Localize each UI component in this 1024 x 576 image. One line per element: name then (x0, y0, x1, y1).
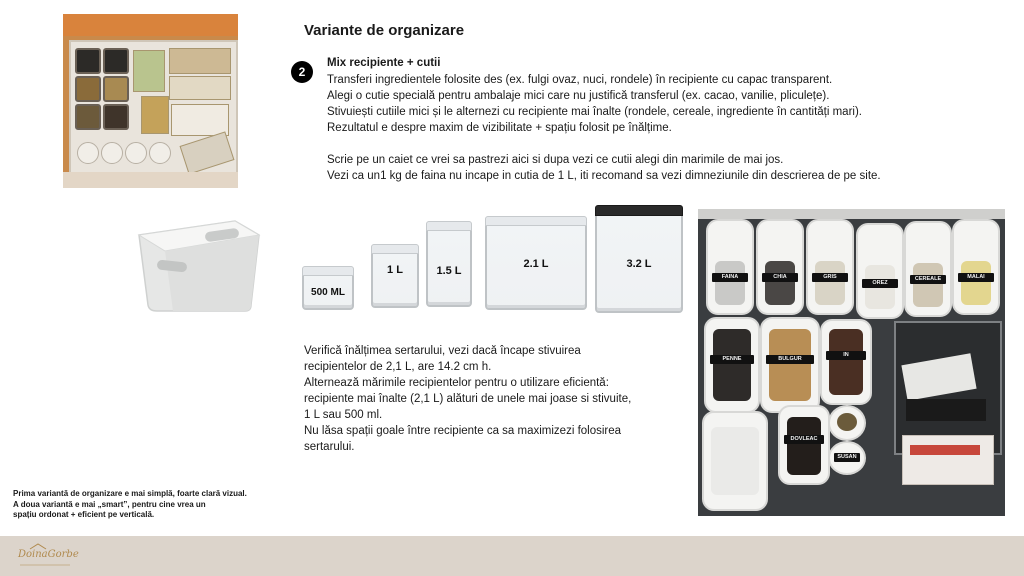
pantry-label: SUSAN (834, 453, 860, 462)
tip-line: 1 L sau 500 ml. (304, 409, 383, 421)
step-number-badge: 2 (291, 61, 313, 83)
footer-band (0, 536, 1024, 576)
pantry-label: DOVLEAC (784, 435, 824, 444)
step-heading: Mix recipiente + cutii (327, 57, 441, 69)
container-2-1l (485, 216, 587, 310)
pantry-label: OREZ (862, 279, 898, 288)
pantry-label: CHIA (762, 273, 798, 282)
paragraph-line: Rezultatul e despre maxim de vizibilitate + spațiu folosit pe înălțime. (327, 122, 672, 134)
brand-logo (16, 543, 79, 569)
tip-line: recipiente mai înalte (2,1 L) alături de unele mai joase si stivuite, (304, 393, 632, 405)
summary-note-line: Prima variantă de organizare e mai simplă, foarte clară vizual. (13, 489, 247, 498)
summary-note-line: A doua variantă e mai „smart”, pentru cine vrea un (13, 499, 206, 509)
summary-note-line: spațiu ordonat + eficient pe verticală. (13, 510, 155, 519)
pantry-label: PENNE (710, 355, 754, 364)
pantry-label: GRIS (812, 273, 848, 282)
pantry-label: CEREALE (910, 275, 946, 284)
pantry-drawer-photo (698, 209, 1005, 516)
drawer-organizer-photo (63, 14, 238, 188)
pantry-label: MALAI (958, 273, 994, 282)
pantry-label: FAINA (712, 273, 748, 282)
brand-logo-text: DoinaGorbe (18, 549, 79, 560)
note-line: Vezi ca un1 kg de faina nu incape in cutia de 1 L, iti recomand sa vezi dimneziunile din descrierea de pe site. (327, 170, 881, 182)
summary-note (13, 489, 247, 521)
tip-line: Alternează mărimile recipientelor pentru o utilizare eficientă: (304, 377, 609, 389)
container-label: 1 L (387, 264, 403, 276)
page-title: Variante de organizare (304, 22, 465, 39)
tip-line: Verifică înălțimea sertarului, vezi dacă încape stivuirea (304, 345, 581, 357)
pantry-label: BULGUR (766, 355, 814, 364)
paragraph-line: Alegi o cutie specială pentru ambalaje mici care nu justifică transferul (ex. cacao, vanilie, pliculețe). (327, 90, 830, 102)
white-basket-image (135, 213, 263, 313)
container-label: 3.2 L (626, 258, 652, 270)
container-1l (371, 244, 419, 308)
container-label: 2.1 L (523, 258, 549, 270)
container-1-5l (426, 221, 472, 307)
paragraph-line: Transferi ingredientele folosite des (ex. fulgi ovaz, nuci, rondele) în recipiente cu capac transparent. (327, 74, 833, 86)
paragraph-line: Stivuiești cutiile mici și le alternezi cu recipiente mai înalte (rondele, cereale, ingrediente în cantități mari). (327, 106, 862, 118)
container-label: 500 ML (311, 287, 345, 298)
pantry-label: IN (826, 351, 866, 360)
note-line: Scrie pe un caiet ce vrei sa pastrezi aici si dupa vezi ce cutii alegi din marimile de mai jos. (327, 154, 784, 166)
tip-line: Nu lăsa spații goale între recipiente ca sa maximizezi folosirea (304, 425, 622, 437)
container-3-2l (595, 205, 683, 313)
container-label: 1.5 L (436, 265, 462, 277)
tip-line: recipientelor de 2,1 L, are 14.2 cm h. (304, 361, 492, 373)
tip-line: sertarului. (304, 441, 355, 453)
container-500ml (302, 266, 354, 310)
